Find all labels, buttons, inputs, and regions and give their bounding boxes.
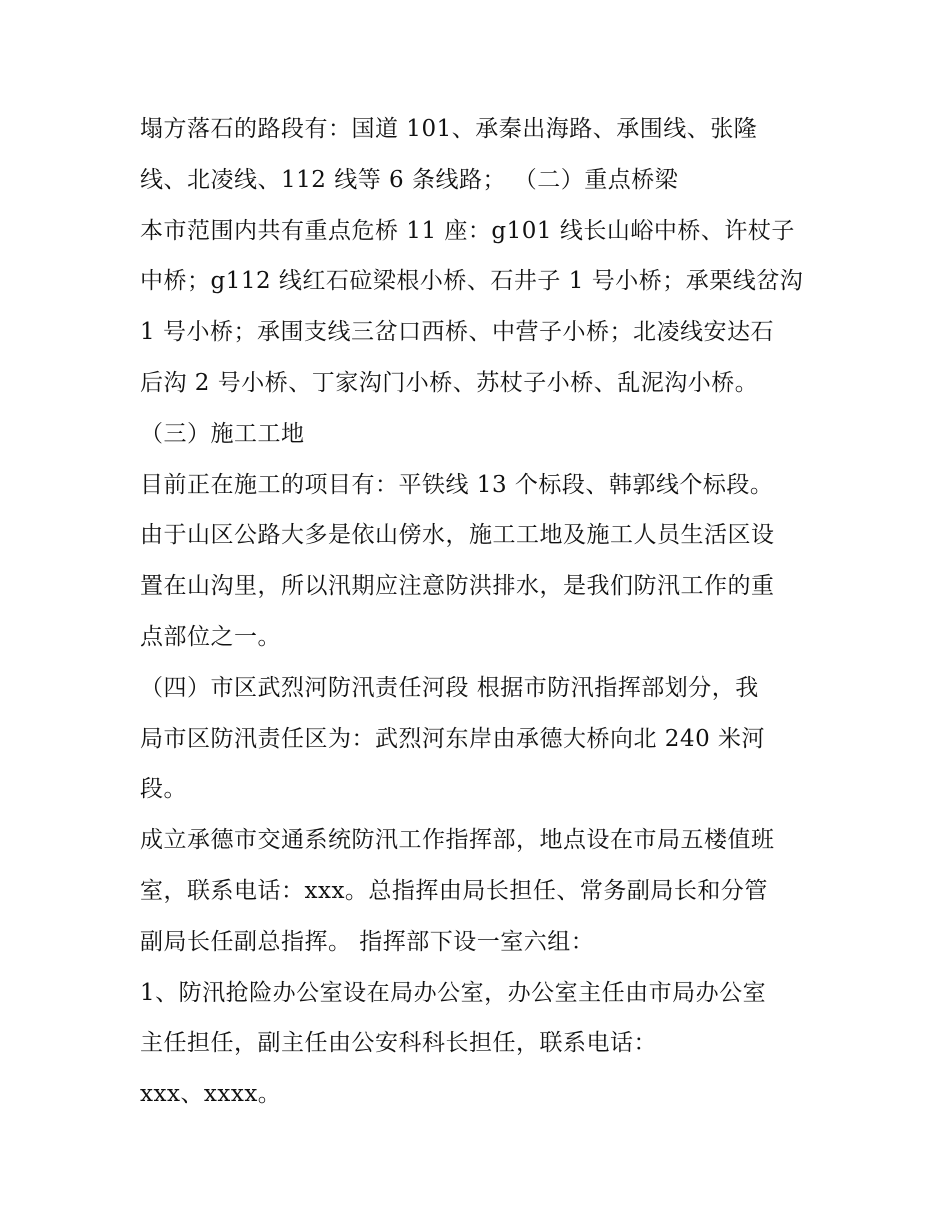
text-line: 塌方落石的路段有：国道 101、承秦出海路、承围线、张隆 xyxy=(140,116,758,142)
document-body xyxy=(140,104,830,1120)
text-line: 室，联系电话：xxx。总指挥由局长担任、常务副局长和分管 xyxy=(140,877,768,904)
text-line: 段。 xyxy=(140,776,187,803)
section-heading: （四）市区武烈河防汛责任河段 根据市防汛指挥部划分，我 xyxy=(140,674,759,701)
text-line: 局市区防汛责任区为：武烈河东岸由承德大桥向北 240 米河 xyxy=(140,725,766,752)
text-line: 副局长任副总指挥。 指挥部下设一室六组： xyxy=(140,928,595,955)
text-line: 目前正在施工的项目有：平铁线 13 个标段、韩郭线个标段。 xyxy=(140,471,774,498)
text-line: 由于山区公路大多是依山傍水，施工工地及施工人员生活区设 xyxy=(140,522,775,549)
text-line: 成立承德市交通系统防汛工作指挥部，地点设在市局五楼值班 xyxy=(140,827,775,854)
text-line: 主任担任，副主任由公安科科长担任，联系电话： xyxy=(140,1030,657,1057)
section-heading: （三）施工工地 xyxy=(140,420,305,447)
text-line: 1 号小桥；承围支线三岔口西桥、中营子小桥；北凌线安达石 xyxy=(140,319,774,346)
text-line: 置在山沟里，所以汛期应注意防洪排水，是我们防汛工作的重 xyxy=(140,573,775,600)
text-line: 1、防汛抢险办公室设在局办公室，办公室主任由市局办公室 xyxy=(140,979,767,1006)
text-line: 点部位之一。 xyxy=(140,623,281,650)
text-line: xxx、xxxx。 xyxy=(140,1081,282,1108)
text-line: 后沟 2 号小桥、丁家沟门小桥、苏杖子小桥、乱泥沟小桥。 xyxy=(140,369,759,396)
text-line: 本市范围内共有重点危桥 11 座：g101 线长山峪中桥、许杖子 xyxy=(140,217,795,244)
text-line: 中桥；g112 线红石砬梁根小桥、石井子 1 号小桥；承栗线岔沟 xyxy=(140,268,804,295)
text-line: 线、北凌线、112 线等 6 条线路； （二）重点桥梁 xyxy=(140,166,679,193)
